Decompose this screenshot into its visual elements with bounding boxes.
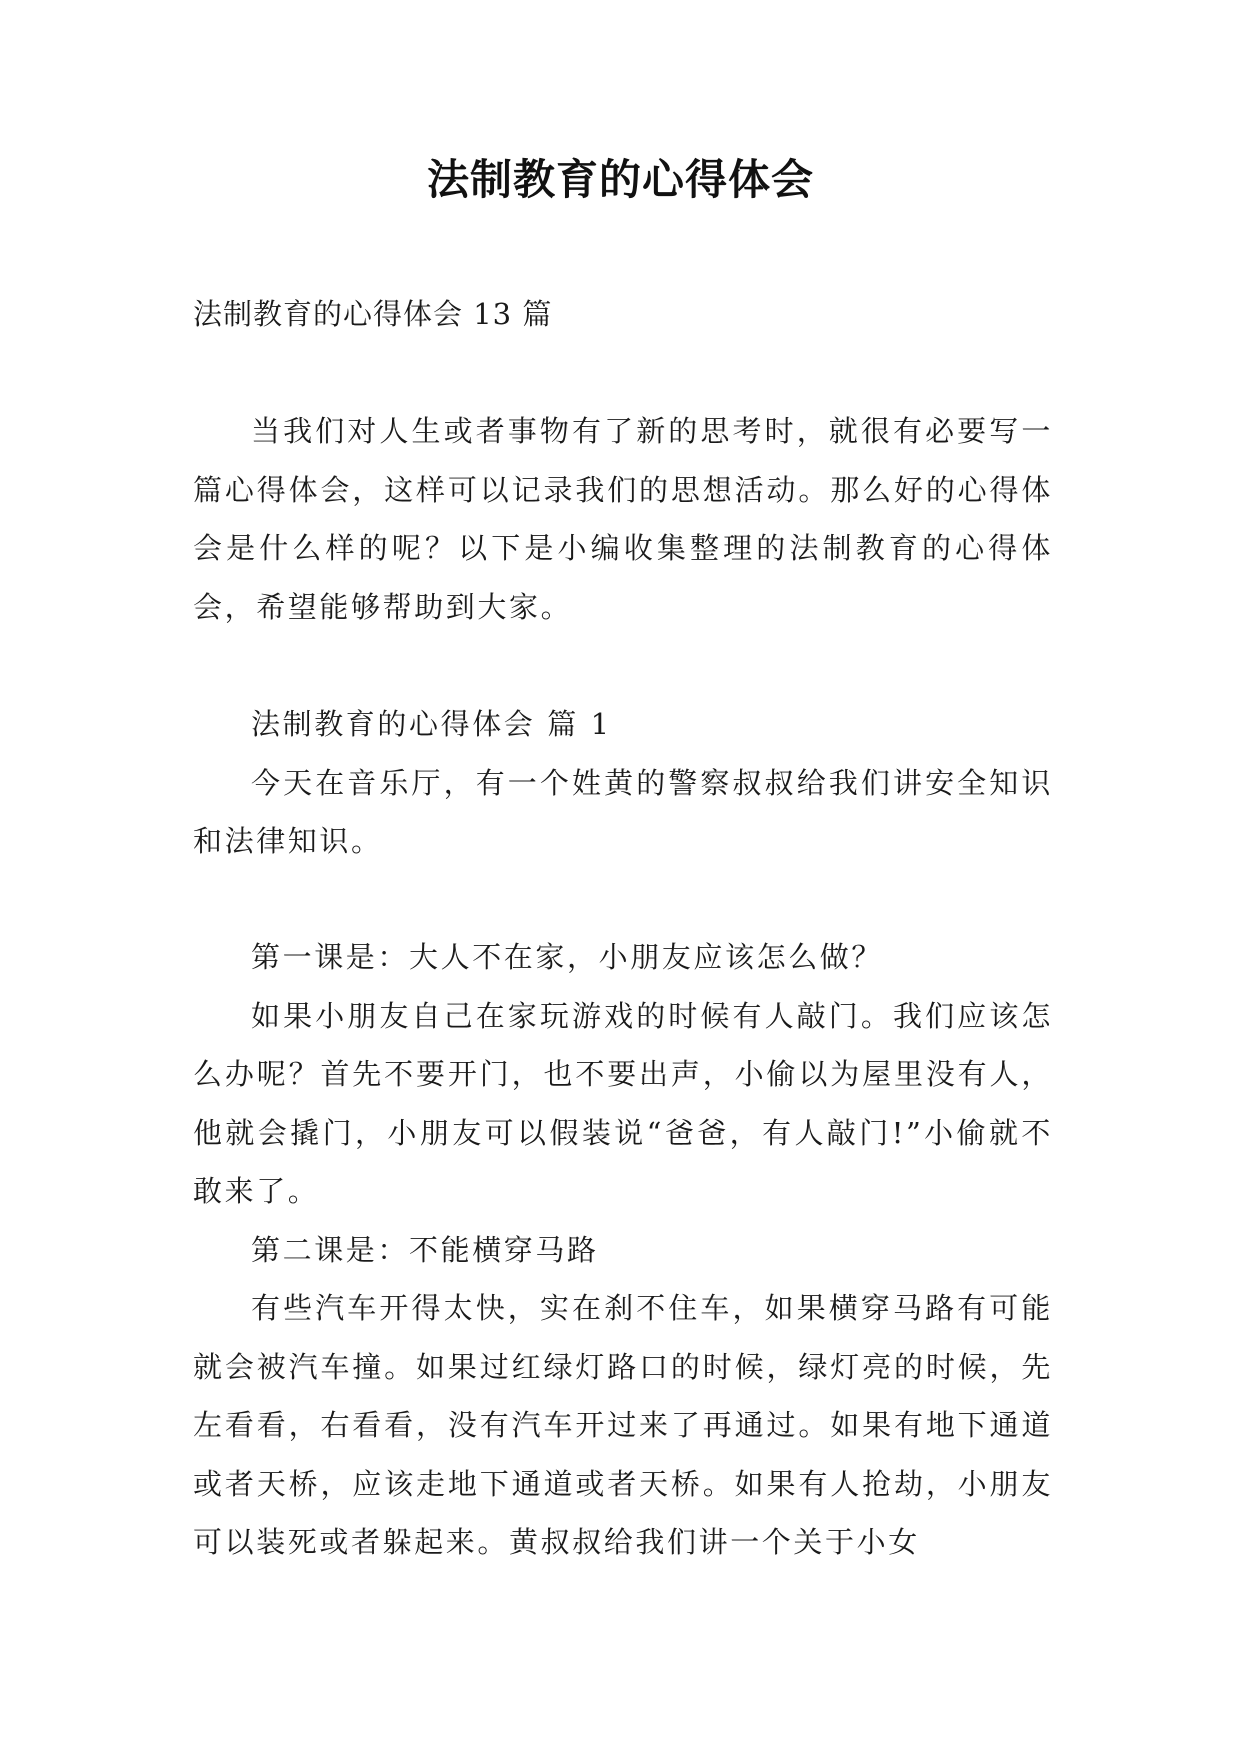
lesson-2-heading: 第二课是：不能横穿马路 [251,1232,599,1267]
section-1-paragraph: 今天在音乐厅，有一个姓黄的警察叔叔给我们讲安全知识和法律知识。 [193,765,1053,858]
lesson-1-heading: 第一课是：大人不在家，小朋友应该怎么做？ [251,940,884,974]
document-title: 法制教育的心得体会 [426,155,814,204]
document-subtitle: 法制教育的心得体会 13 篇 [193,297,553,331]
lesson-2-paragraph: 有些汽车开得太快，实在刹不住车，如果横穿马路有可能就会被汽车撞。如果过红绿灯路口的时候，绿灯亮的时候，先左看看，右看看，没有汽车开过来了再通过。如果有地下通道或者天桥，应该走地下通道或者天桥。如果有人抢劫，小朋友可以装死或者躲起来。黄叔叔给我们讲一个关于小女 [193,1291,1053,1559]
intro-block [193,402,1053,636]
section-1-block [193,695,1053,871]
section-1-heading: 法制教育的心得体会 篇 1 [251,707,612,741]
lessons-block [193,928,1053,1572]
lesson-1-paragraph: 如果小朋友自己在家玩游戏的时候有人敲门。我们应该怎么办呢？首先不要开门，也不要出声，小偷以为屋里没有人，他就会撬门，小朋友可以假装说“爸爸，有人敲门!”小偷就不敢来了。 [193,998,1053,1208]
intro-paragraph: 当我们对人生或者事物有了新的思考时，就很有必要写一篇心得体会，这样可以记录我们的思想活动。那么好的心得体会是什么样的呢？以下是小编收集整理的法制教育的心得体会，希望能够帮助到大家。 [193,414,1053,624]
